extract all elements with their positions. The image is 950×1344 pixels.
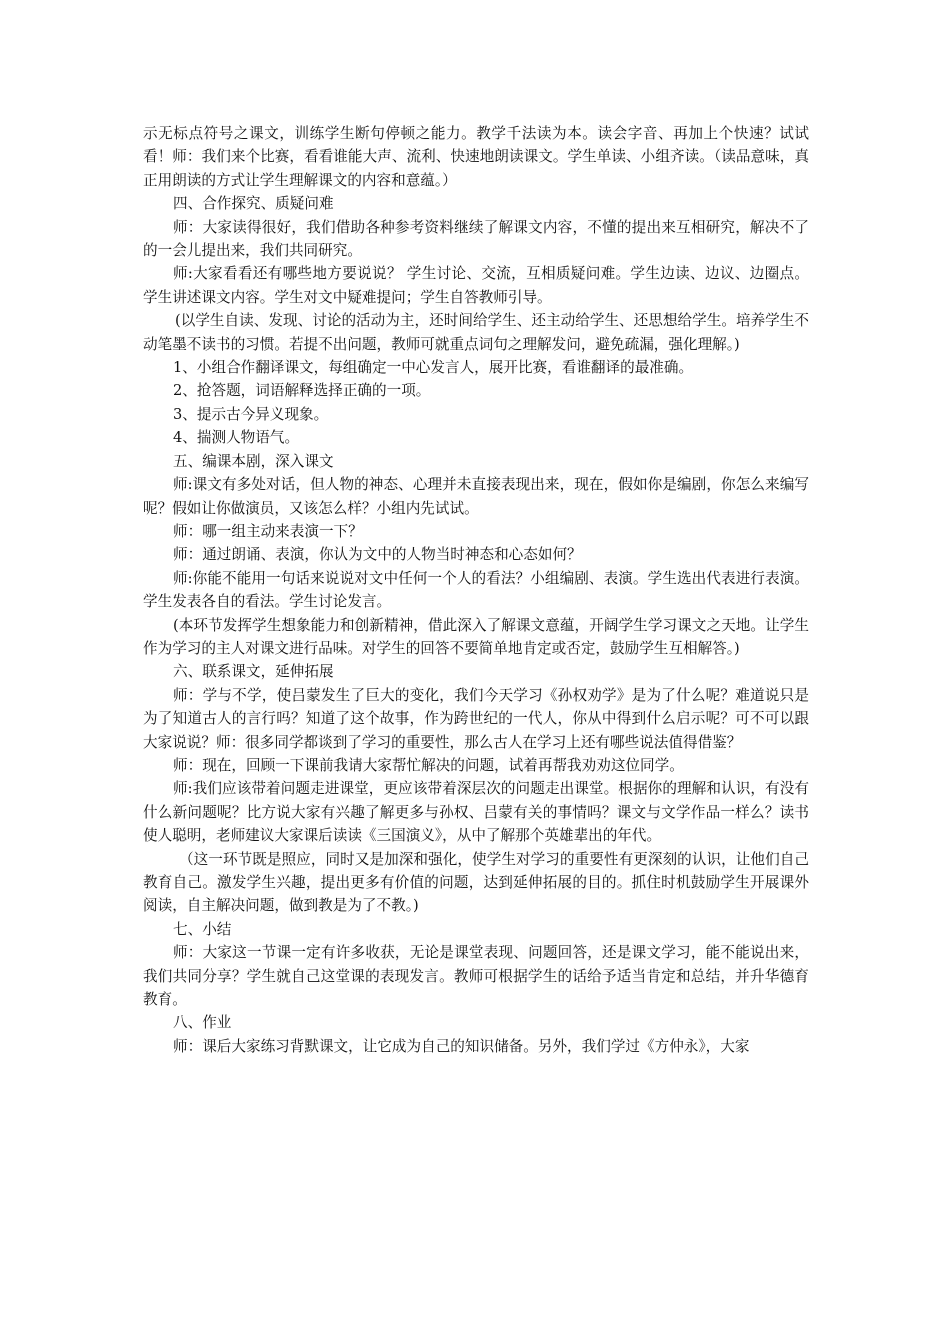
paragraph-playwright: 师:课文有多处对话，但人物的神态、心理并未直接表现出来，现在，假如你是编剧，你怎么来编写呢？假如让你做演员，又该怎么样？小组内先试试。 bbox=[143, 476, 809, 517]
paragraph-reading-intro: 示无标点符号之课文，训练学生断句停顿之能力。教学千法读为本。读会字音、再加上个快速？试试看！师：我们来个比赛，看看谁能大声、流利、快速地朗读课文。学生单读、小组齐读。（读品意味，真正用朗读的方式让学生理解课文的内容和意蕴。） bbox=[143, 125, 809, 189]
note-self-study: (以学生自读、发现、讨论的活动为主，还时间给学生、还主动给学生、还思想给学生。培养学生不动笔墨不读书的习惯。若提不出问题，教师可就重点词句之理解发问，避免疏漏，强化理解。) bbox=[143, 312, 809, 353]
paragraph-recite: 师：通过朗诵、表演，你认为文中的人物当时神态和心态如何？ bbox=[173, 546, 582, 564]
list-item-3: 3、提示古今异义现象。 bbox=[173, 405, 329, 423]
paragraph-opinion: 师:你能不能用一句话来说说对文中任何一个人的看法？小组编剧、表演。学生选出代表进行表演。学生发表各自的看法。学生讨论发言。 bbox=[143, 569, 809, 611]
paragraph-perform: 师：哪一组主动来表演一下？ bbox=[173, 522, 363, 540]
paragraph-summary: 师：大家这一节课一定有许多收获，无论是课堂表现、问题回答，还是课文学习，能不能说出来，我们共同分享？学生就自己这堂课的表现发言。教师可根据学生的话给予适当肯定和总结，并升华德育教育。 bbox=[143, 944, 809, 1009]
paragraph-lesson-meaning: 师：学与不学，使吕蒙发生了巨大的变化，我们今天学习《孙权劝学》是为了什么呢？难道说只是为了知道古人的言行吗？知道了这个故事，作为跨世纪的一代人，你从中得到什么启示呢？可不可以跟大家说说？师：很多同学都谈到了学习的重要性，那么古人在学习上还有哪些说法值得借鉴？ bbox=[143, 686, 809, 751]
list-item-4: 4、揣测人物语气。 bbox=[173, 429, 300, 447]
heading-section-8: 八、作业 bbox=[173, 1014, 232, 1032]
document-page bbox=[143, 122, 809, 1058]
paragraph-review: 师：现在，回顾一下课前我请大家帮忙解决的问题，试着再帮我劝劝这位同学。 bbox=[173, 756, 684, 774]
heading-section-7: 七、小结 bbox=[173, 920, 232, 938]
note-deepen: （这一环节既是照应，同时又是加深和强化，使学生对学习的重要性有更深刻的认识，让他们自己教育自己。激发学生兴趣，提出更多有价值的问题，达到延伸拓展的目的。抓住时机鼓励学生开展课外阅读，自主解决问题，做到教是为了不教。) bbox=[143, 850, 809, 915]
paragraph-research: 师：大家读得很好，我们借助各种参考资料继续了解课文内容，不懂的提出来互相研究，解决不了的一会儿提出来，我们共同研究。 bbox=[143, 218, 809, 260]
heading-section-6: 六、联系课文，延伸拓展 bbox=[173, 663, 334, 681]
paragraph-questions: 师:我们应该带着问题走进课堂，更应该带着深层次的问题走出课堂。根据你的理解和认识，有没有什么新问题呢？比方说大家有兴趣了解更多与孙权、吕蒙有关的事情吗？课文与文学作品一样么？读书使人聪明，老师建议大家课后读读《三国演义》，从中了解那个英雄辈出的年代。 bbox=[143, 780, 809, 845]
note-imagination: (本环节发挥学生想象能力和创新精神，借此深入了解课文意蕴，开阔学生学习课文之天地。让学生作为学习的主人对课文进行品味。对学生的回答不要简单地肯定或否定，鼓励学生互相解答。) bbox=[143, 616, 809, 657]
heading-section-4: 四、合作探究、质疑问难 bbox=[173, 195, 334, 213]
paragraph-discussion: 师:大家看看还有哪些地方要说说？ 学生讨论、交流，互相质疑问难。学生边读、边议、边圈点。学生讲述课文内容。学生对文中疑难提问；学生自答教师引导。 bbox=[143, 265, 809, 306]
paragraph-homework: 师：课后大家练习背默课文，让它成为自己的知识储备。另外，我们学过《方仲永》，大家 bbox=[173, 1037, 750, 1055]
heading-section-5: 五、编课本剧，深入课文 bbox=[173, 452, 334, 470]
list-item-2: 2、抢答题，词语解释选择正确的一项。 bbox=[173, 382, 431, 400]
list-item-1: 1、小组合作翻译课文，每组确定一中心发言人，展开比赛，看谁翻译的最准确。 bbox=[173, 359, 694, 377]
